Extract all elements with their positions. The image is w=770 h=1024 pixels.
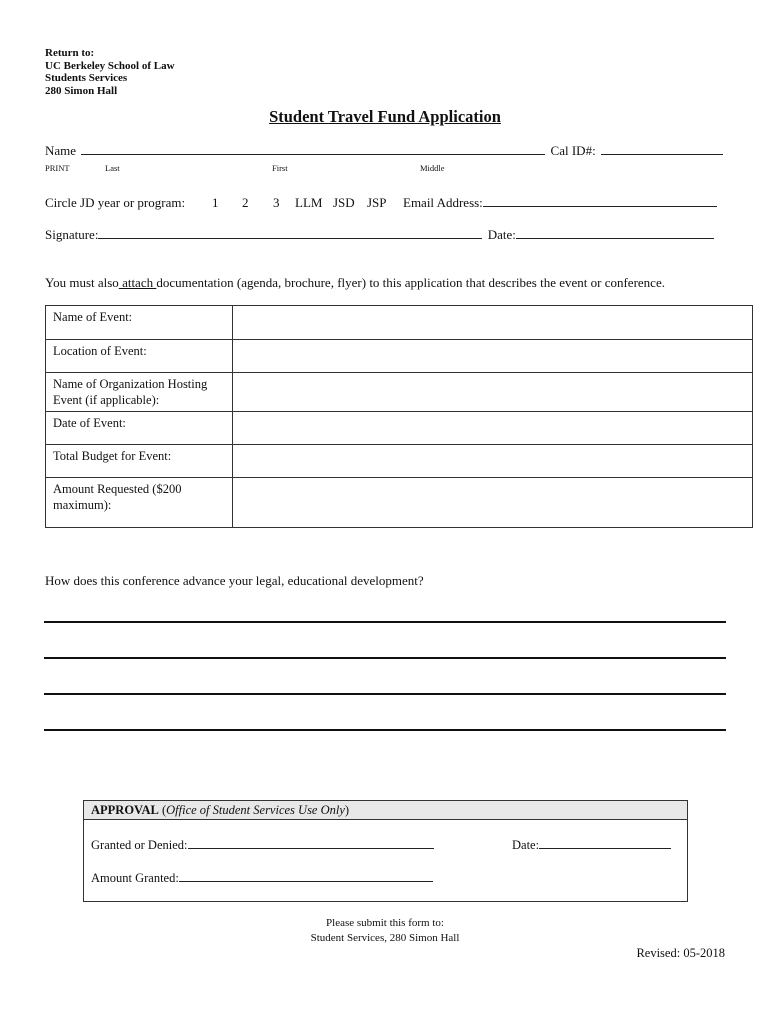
attach-note-emphasis: attach bbox=[118, 275, 157, 290]
cal-id-field[interactable] bbox=[601, 143, 723, 155]
return-line: UC Berkeley School of Law bbox=[45, 59, 175, 72]
granted-row bbox=[91, 837, 436, 853]
approval-header-title: APPROVAL bbox=[91, 803, 159, 817]
table-row bbox=[46, 306, 753, 340]
revision-date: Revised: 05-2018 bbox=[636, 946, 725, 960]
approval-header bbox=[84, 801, 687, 820]
approval-header-note: Office of Student Services Use Only bbox=[166, 803, 345, 817]
email-label: Email Address: bbox=[403, 195, 483, 210]
answer-line[interactable] bbox=[44, 693, 726, 695]
signature-field[interactable] bbox=[98, 227, 482, 239]
answer-line[interactable] bbox=[44, 621, 726, 623]
approval-header-paren: ) bbox=[344, 803, 350, 817]
signature-row bbox=[45, 227, 716, 243]
name-label: Name bbox=[45, 143, 77, 158]
hosting-org-label: Name of Organization Hosting Event (if applicable): bbox=[46, 373, 233, 412]
attach-note bbox=[45, 275, 665, 291]
program-option-1[interactable]: 1 bbox=[212, 195, 219, 210]
date-field[interactable] bbox=[516, 227, 714, 239]
program-label: Circle JD year or program: bbox=[45, 195, 186, 210]
event-location-field[interactable] bbox=[233, 340, 753, 373]
submit-line: Please submit this form to: bbox=[326, 917, 444, 929]
approval-box bbox=[83, 800, 688, 902]
table-row bbox=[46, 445, 753, 478]
event-name-field[interactable] bbox=[233, 306, 753, 340]
signature-label: Signature: bbox=[45, 227, 99, 242]
approval-date-row bbox=[512, 837, 673, 853]
submit-line: Student Services, 280 Simon Hall bbox=[310, 932, 460, 944]
name-row bbox=[45, 143, 725, 159]
event-location-label: Location of Event: bbox=[46, 340, 233, 373]
development-question: How does this conference advance your legal, educational development? bbox=[45, 573, 424, 588]
total-budget-label: Total Budget for Event: bbox=[46, 445, 233, 478]
approval-date-field[interactable] bbox=[539, 837, 671, 849]
amount-granted-field[interactable] bbox=[179, 870, 433, 882]
approval-header-paren: ( bbox=[158, 803, 167, 817]
table-row bbox=[46, 412, 753, 445]
event-name-label: Name of Event: bbox=[46, 306, 233, 340]
name-sub-print: PRINT bbox=[45, 163, 70, 173]
name-sub-first: First bbox=[272, 163, 288, 173]
attach-note-prefix: You must also bbox=[45, 275, 119, 290]
name-sub-last: Last bbox=[105, 163, 120, 173]
date-label: Date: bbox=[487, 227, 516, 242]
answer-line[interactable] bbox=[44, 657, 726, 659]
table-row bbox=[46, 373, 753, 412]
granted-label: Granted or Denied: bbox=[91, 838, 188, 852]
email-row bbox=[403, 195, 719, 211]
hosting-org-field[interactable] bbox=[233, 373, 753, 412]
submit-instructions bbox=[0, 916, 770, 946]
name-sub-middle: Middle bbox=[420, 163, 445, 173]
program-option-jsp[interactable]: JSP bbox=[367, 195, 387, 210]
answer-line[interactable] bbox=[44, 729, 726, 731]
cal-id-label: Cal ID#: bbox=[550, 143, 596, 158]
return-line: Students Services bbox=[45, 72, 128, 84]
program-option-jsd[interactable]: JSD bbox=[333, 195, 355, 210]
granted-field[interactable] bbox=[188, 837, 434, 849]
approval-date-label: Date: bbox=[512, 838, 540, 852]
attach-note-suffix: documentation (agenda, brochure, flyer) to this application that describes the event or conference. bbox=[156, 275, 665, 290]
total-budget-field[interactable] bbox=[233, 445, 753, 478]
return-line: 280 Simon Hall bbox=[45, 84, 118, 97]
table-row bbox=[46, 340, 753, 373]
return-line: Return to: bbox=[45, 47, 95, 59]
amount-requested-label: Amount Requested ($200 maximum): bbox=[46, 478, 233, 528]
page-title: Student Travel Fund Application bbox=[269, 107, 501, 126]
amount-requested-field[interactable] bbox=[233, 478, 753, 528]
email-field[interactable] bbox=[483, 195, 717, 207]
event-details-table bbox=[45, 305, 753, 528]
table-row bbox=[46, 478, 753, 528]
return-address bbox=[45, 47, 175, 97]
program-option-3[interactable]: 3 bbox=[273, 195, 280, 210]
amount-granted-label: Amount Granted: bbox=[91, 871, 179, 885]
program-option-2[interactable]: 2 bbox=[242, 195, 249, 210]
event-date-field[interactable] bbox=[233, 412, 753, 445]
event-date-label: Date of Event: bbox=[46, 412, 233, 445]
program-option-llm[interactable]: LLM bbox=[295, 195, 323, 210]
amount-granted-row bbox=[91, 870, 435, 886]
name-field[interactable] bbox=[81, 143, 545, 155]
